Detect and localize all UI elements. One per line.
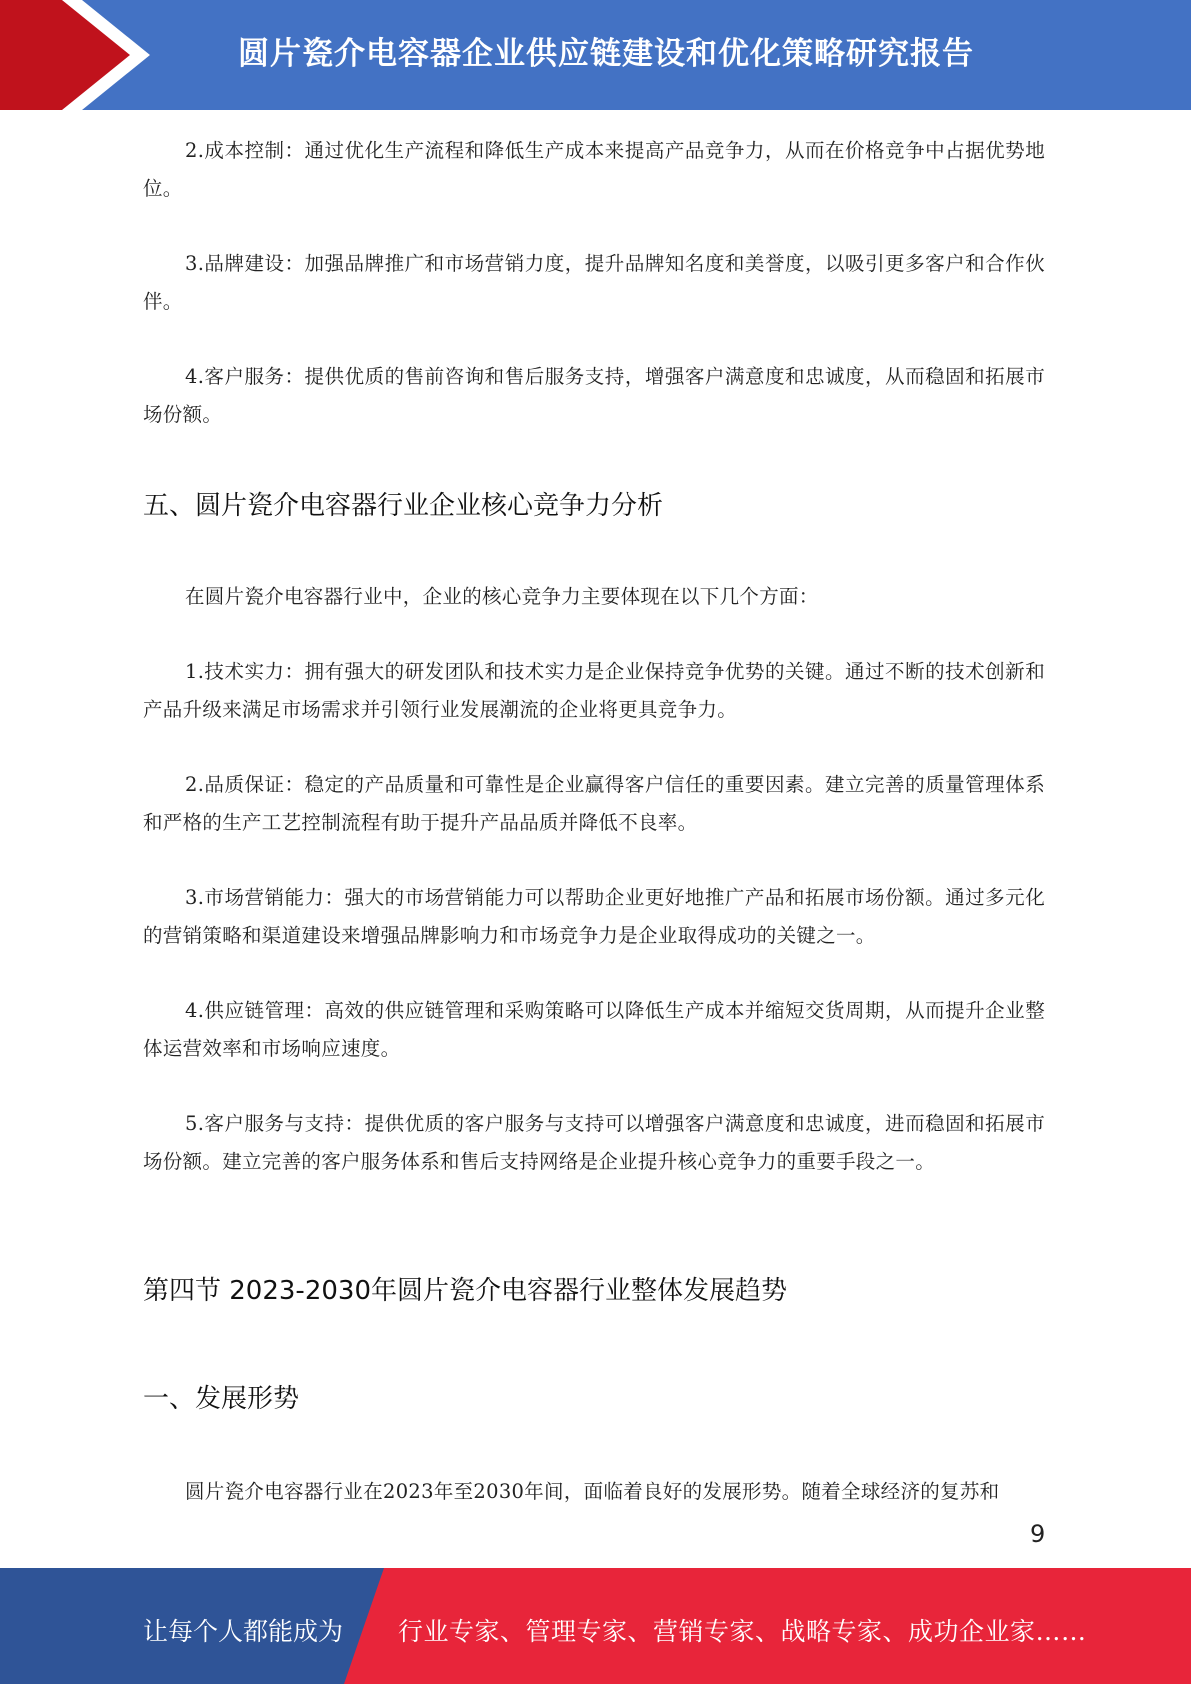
paragraph-technology: 1.技术实力：拥有强大的研发团队和技术实力是企业保持竞争优势的关键。通过不断的技术创新和产品升级来满足市场需求并引领行业发展潮流的企业将更具竞争力。	[143, 660, 1045, 721]
paragraph-cost-control: 2.成本控制：通过优化生产流程和降低生产成本来提高产品竞争力，从而在价格竞争中占据优势地位。	[143, 139, 1045, 200]
paragraph-customer-support: 5.客户服务与支持：提供优质的客户服务与支持可以增强客户满意度和忠诚度，进而稳固和拓展市场份额。建立完善的客户服务体系和售后支持网络是企业提升核心竞争力的重要手段之一。	[143, 1112, 1045, 1173]
paragraph-development: 圆片瓷介电容器行业在2023年至2030年间，面临着良好的发展形势。随着全球经济的复苏和	[185, 1480, 1000, 1503]
header-red-arrow	[0, 0, 150, 110]
paragraph-intro: 在圆片瓷介电容器行业中，企业的核心竞争力主要体现在以下几个方面：	[185, 585, 819, 608]
sub-heading: 一、发展形势	[143, 1384, 300, 1414]
content-bottom	[143, 1473, 1045, 1548]
document-title: 圆片瓷介电容器企业供应链建设和优化策略研究报告	[238, 36, 974, 72]
content-top	[143, 132, 1045, 471]
section-heading: 五、圆片瓷介电容器行业企业核心竞争力分析	[143, 491, 664, 521]
footer-slogan-left: 让每个人都能成为	[143, 1617, 344, 1646]
paragraph-quality: 2.品质保证：稳定的产品质量和可靠性是企业赢得客户信任的重要因素。建立完善的质量管理体系和严格的生产工艺控制流程有助于提升产品品质并降低不良率。	[143, 773, 1045, 834]
paragraph-marketing: 3.市场营销能力：强大的市场营销能力可以帮助企业更好地推广产品和拓展市场份额。通过多元化的营销策略和渠道建设来增强品牌影响力和市场竞争力是企业取得成功的关键之一。	[143, 886, 1045, 947]
content-middle	[143, 578, 1045, 1218]
chapter-heading: 第四节 2023-2030年圆片瓷介电容器行业整体发展趋势	[143, 1276, 787, 1306]
paragraph-customer-service: 4.客户服务：提供优质的售前咨询和售后服务支持，增强客户满意度和忠诚度，从而稳固和拓展市场份额。	[143, 365, 1045, 426]
page-footer	[0, 1568, 1191, 1684]
paragraph-brand-building: 3.品牌建设：加强品牌推广和市场营销力度，提升品牌知名度和美誉度，以吸引更多客户和合作伙伴。	[143, 252, 1045, 313]
paragraph-supply-chain: 4.供应链管理：高效的供应链管理和采购策略可以降低生产成本并缩短交货周期，从而提升企业整体运营效率和市场响应速度。	[143, 999, 1045, 1060]
page-number: 9	[1030, 1520, 1046, 1548]
page-header	[0, 0, 1191, 110]
footer-slogan-right: 行业专家、管理专家、营销专家、战略专家、成功企业家……	[398, 1617, 1087, 1646]
